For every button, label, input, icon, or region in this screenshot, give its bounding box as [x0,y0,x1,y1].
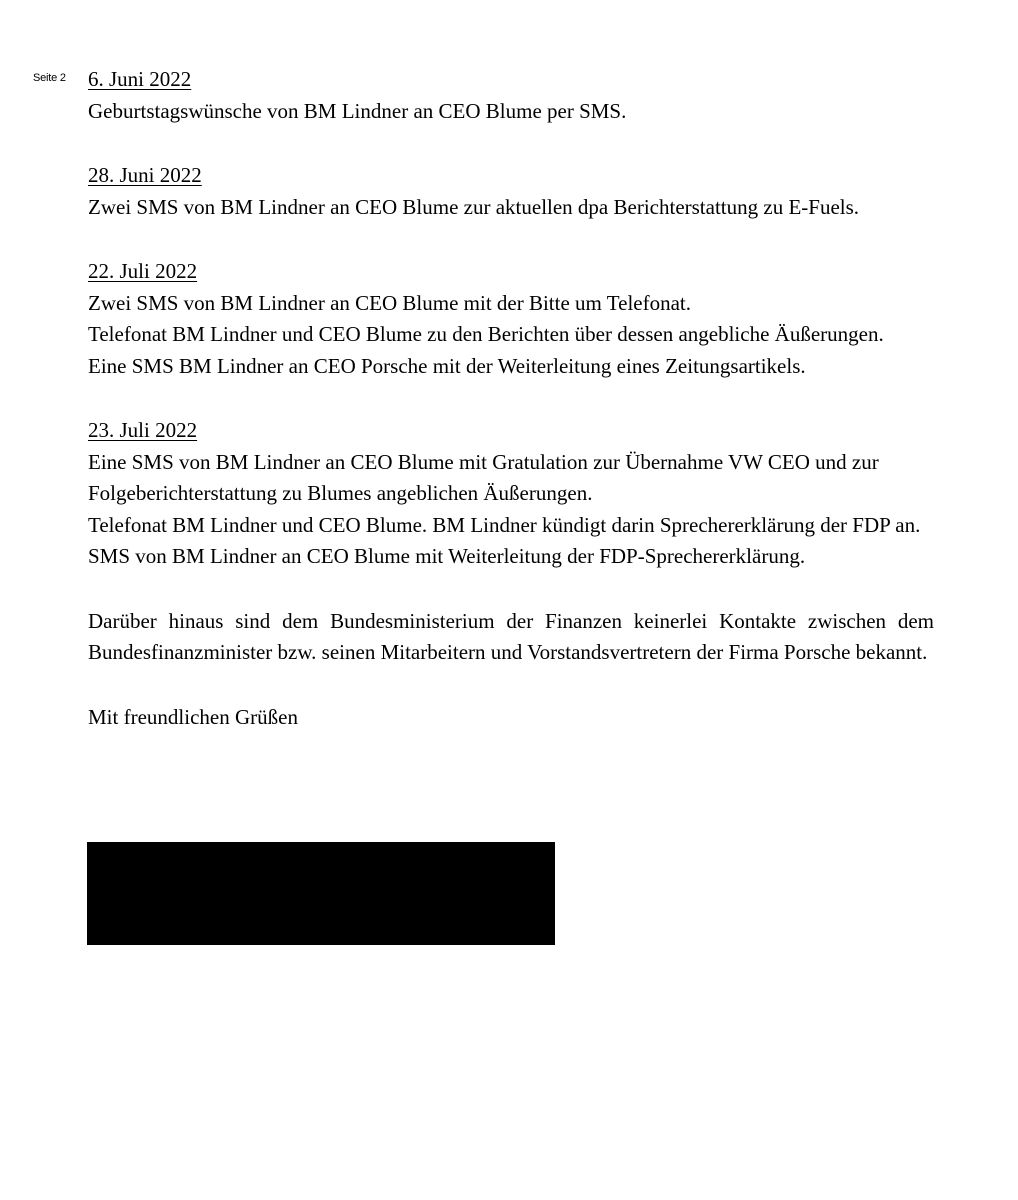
contact-entry [88,256,934,382]
letter-body [88,64,934,733]
entry-line: Telefonat BM Lindner und CEO Blume zu den Berichten über dessen angebliche Äußerungen. [88,322,884,346]
entry-date: 28. Juni 2022 [88,163,202,187]
entry-date: 23. Juli 2022 [88,418,198,442]
entry-line: SMS von BM Lindner an CEO Blume mit Weiterleitung der FDP-Sprechererklärung. [88,544,806,568]
entry-line: Telefonat BM Lindner und CEO Blume. BM Lindner kündigt darin Sprechererklärung der FDP an. [88,512,921,537]
entry-line: Eine SMS BM Lindner an CEO Porsche mit der Weiterleitung eines Zeitungsartikels. [88,353,806,378]
entry-date: 22. Juli 2022 [88,259,198,283]
entry-line: Eine SMS von BM Lindner an CEO Blume mit Gratulation zur Übernahme VW CEO und zur Folgeberichterstattung zu Blumes angeblichen Äußerungen. [88,449,879,505]
greeting: Mit freundlichen Grüßen [88,704,298,729]
contact-entry [88,415,934,573]
entry-date: 6. Juni 2022 [88,67,192,91]
contact-entry [88,160,934,223]
entry-line: Zwei SMS von BM Lindner an CEO Blume zur aktuellen dpa Berichterstattung zu E-Fuels. [88,194,860,219]
entry-line: Geburtstagswünsche von BM Lindner an CEO Blume per SMS. [88,98,627,123]
page-number-label: Seite 2 [33,72,66,84]
redacted-signature-block [87,842,555,945]
contact-entry [88,64,934,127]
entry-line: Zwei SMS von BM Lindner an CEO Blume mit der Bitte um Telefonat. [88,290,691,315]
closing-paragraph: Darüber hinaus sind dem Bundesministerium der Finanzen keinerlei Kontakte zwischen dem Bundesfinanzminister bzw. seinen Mitarbeitern und Vorstandsvertretern der Firma Porsche bekannt. [88,608,934,664]
